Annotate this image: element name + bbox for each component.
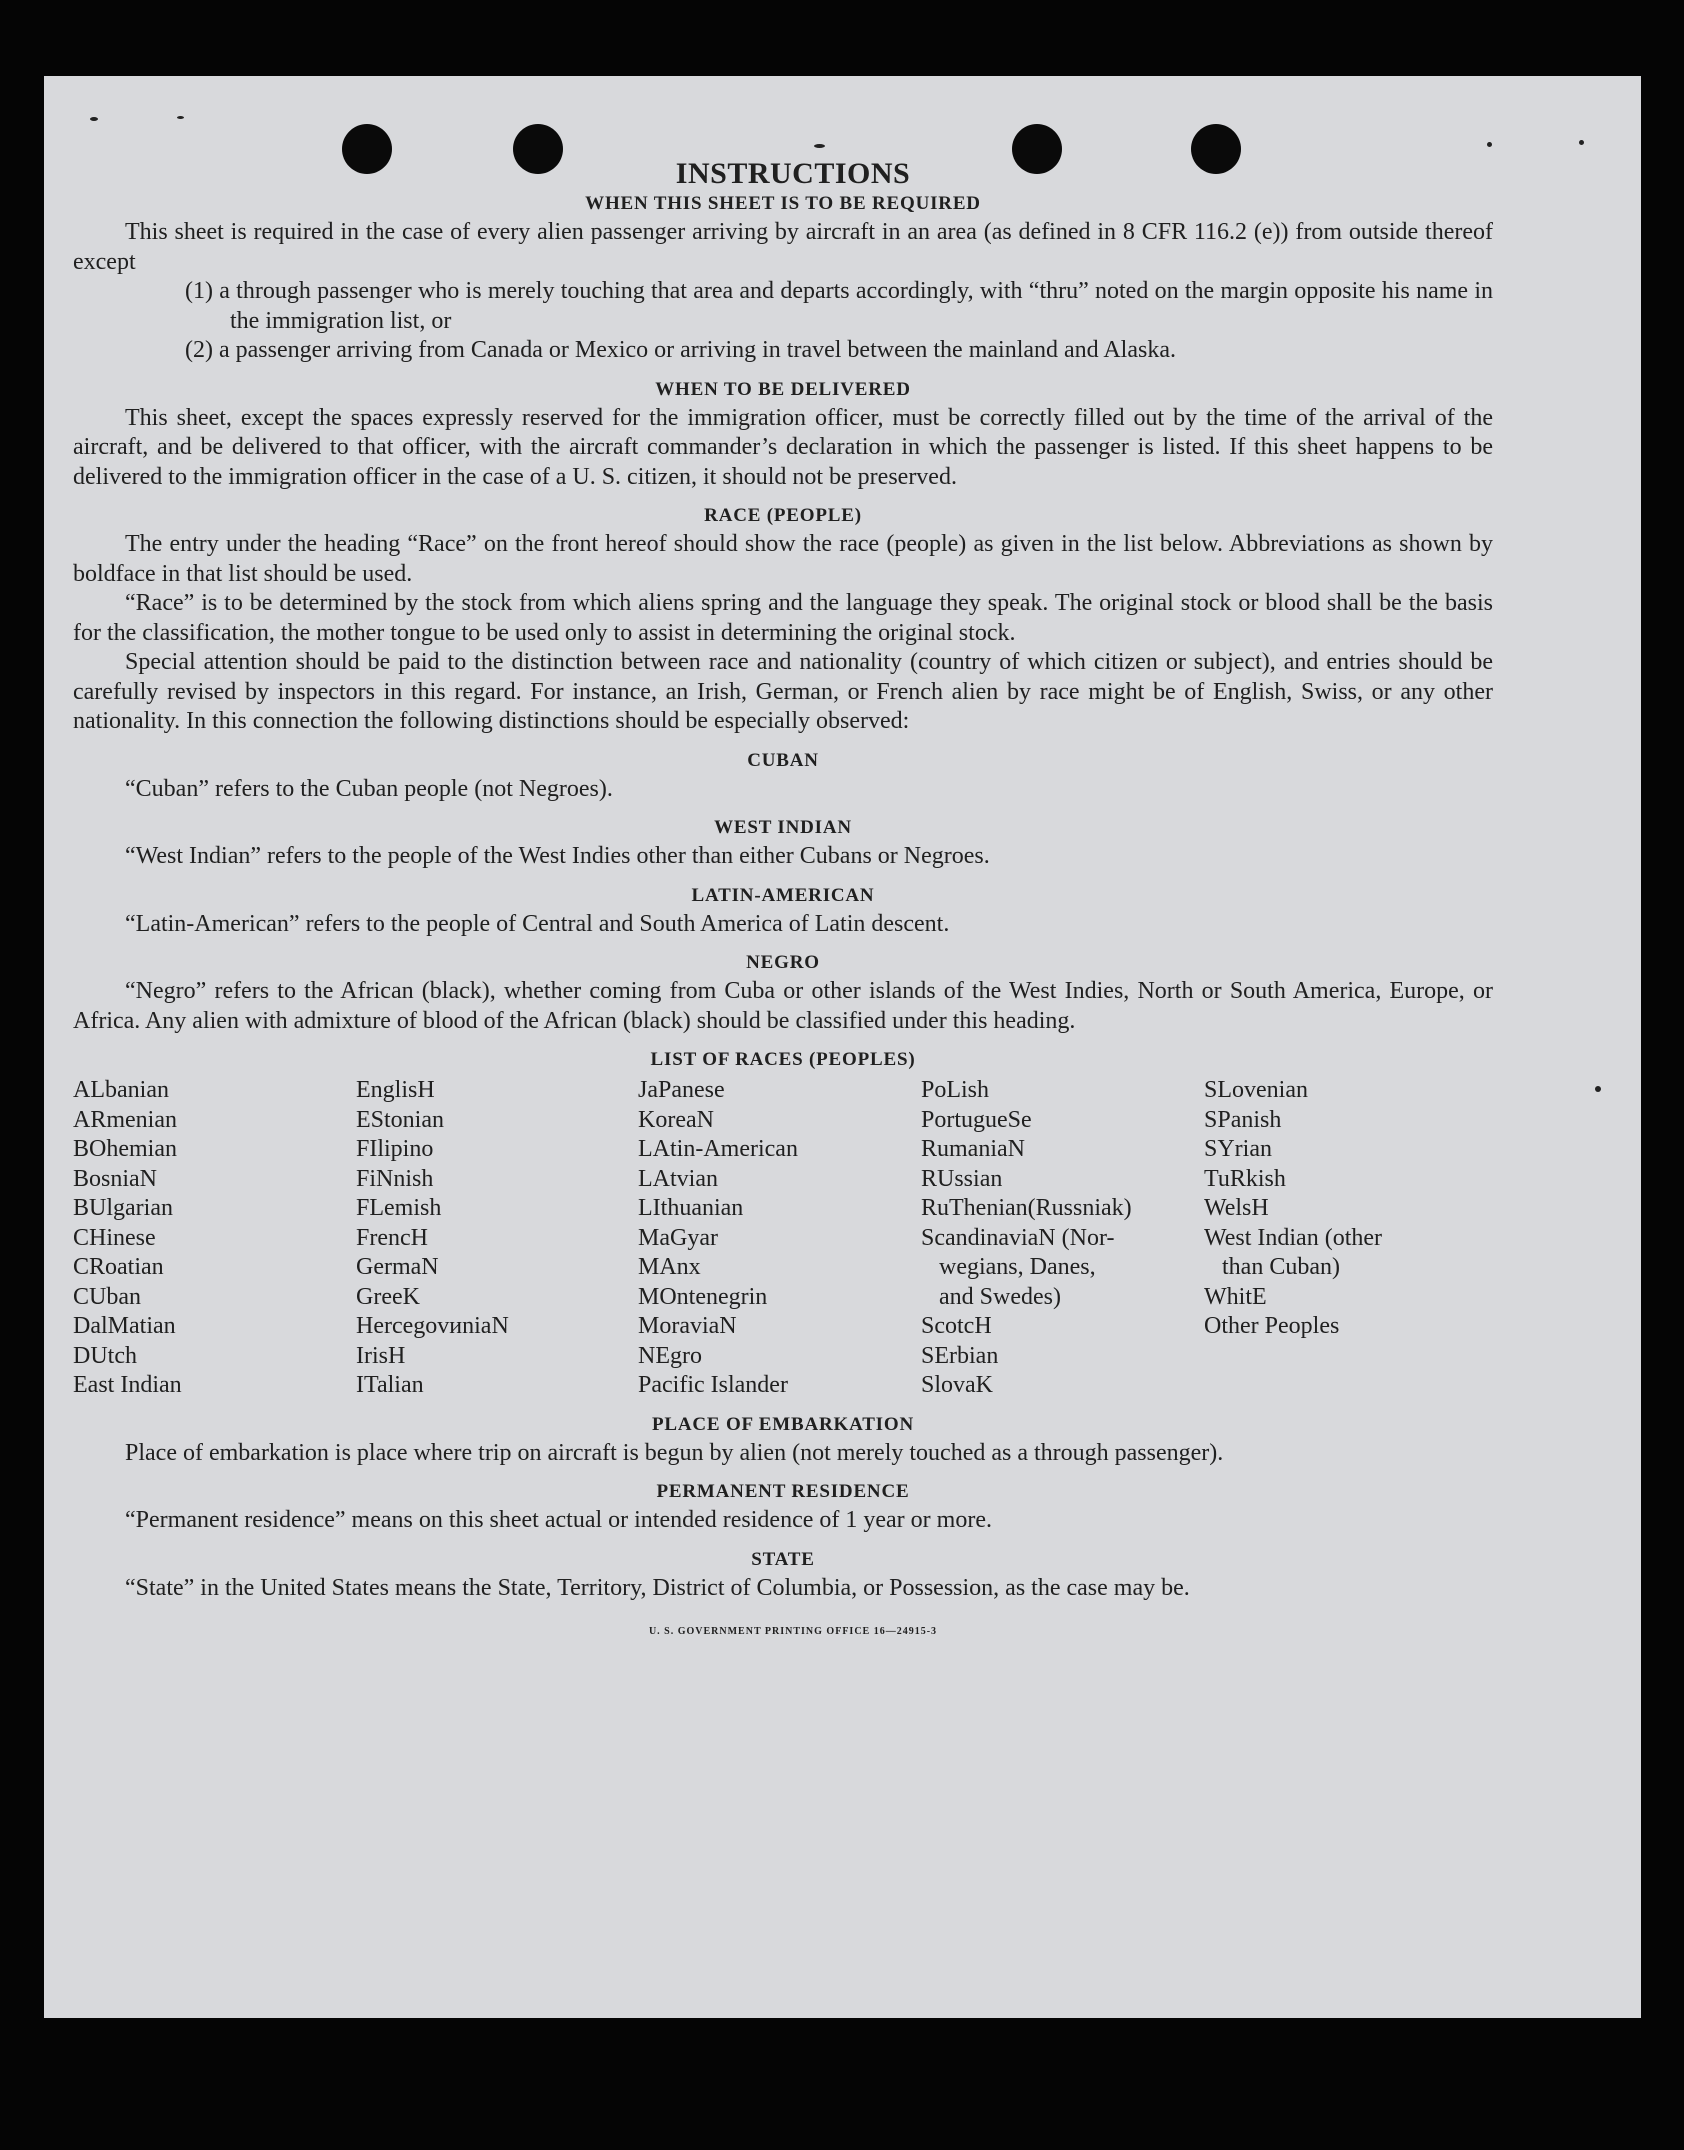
race-entry: MOntenegrin — [638, 1283, 768, 1310]
race-entry: LAtvian — [638, 1165, 718, 1192]
race-entry: wegians, Danes, — [921, 1254, 1096, 1280]
race-entry: FLemish — [356, 1195, 442, 1221]
race-entry: PortugueSe — [921, 1106, 1032, 1133]
speck — [177, 116, 184, 119]
section-heading: WHEN THIS SHEET IS TO BE REQUIRED — [585, 193, 981, 214]
race-entry: NEgro — [638, 1342, 702, 1369]
race-entry: MAnx — [638, 1254, 701, 1280]
race-entry: DalMatian — [73, 1313, 176, 1339]
section-heading: PERMANENT RESIDENCE — [656, 1481, 910, 1502]
race-entry: RumaniaN — [921, 1136, 1025, 1162]
race-entry: IrisH — [356, 1342, 406, 1369]
race-entry: LIthuanian — [638, 1195, 744, 1221]
race-entry: SPanish — [1204, 1106, 1282, 1133]
paragraph: “Permanent residence” means on this sheet actual or intended residence of 1 year or more. — [125, 1507, 992, 1533]
paragraph: “State” in the United States means the State, Territory, District of Columbia, or Possession, as the case may be. — [125, 1574, 1190, 1601]
race-entry: East Indian — [73, 1372, 182, 1398]
race-entry: KoreaN — [638, 1106, 714, 1133]
race-entry: Pacific Islander — [638, 1372, 788, 1398]
section-heading: CUBAN — [747, 749, 819, 771]
race-entry: FrencH — [356, 1224, 428, 1251]
race-entry: BUlgarian — [73, 1195, 173, 1221]
race-entry: West Indian (other — [1204, 1224, 1383, 1251]
list-item: (1) a through passenger who is merely touching that area and departs accordingly, with “thru” noted on the margin opposite his name in the immigration list, or — [185, 278, 1493, 334]
race-entry: GermaN — [356, 1254, 439, 1280]
race-entry: DUtch — [73, 1342, 137, 1369]
race-entry: LAtin-American — [638, 1136, 798, 1162]
paragraph: This sheet is required in the case of every alien passenger arriving by aircraft in an area (as defined in 8 CFR 116.2 (e)) from outside thereof except — [73, 219, 1493, 275]
race-entry: HercegovиniaN — [356, 1313, 509, 1339]
race-entry: ALbanian — [73, 1077, 169, 1103]
document-sheet — [44, 76, 1641, 2018]
paragraph: The entry under the heading “Race” on the front hereof should show the race (people) as given in the list below. Abbreviations as shown by boldface in that list should be used. — [73, 531, 1493, 587]
race-entry: CRoatian — [73, 1254, 164, 1280]
race-entry: ITalian — [356, 1372, 424, 1398]
page-title: INSTRUCTIONS — [675, 157, 911, 190]
races-list — [73, 1076, 1493, 1401]
race-entry: MoraviaN — [638, 1313, 737, 1339]
race-entry: JaPanese — [638, 1077, 725, 1103]
race-entry: MaGyar — [638, 1224, 718, 1251]
paragraph: “West Indian” refers to the people of the West Indies other than either Cubans or Negroes. — [125, 843, 990, 869]
race-entry: and Swedes) — [921, 1283, 1061, 1310]
paragraph: “Race” is to be determined by the stock from which aliens spring and the language they speak. The original stock or blood shall be the basis for the classification, the mother tongue to be used only to assist in determining the original stock. — [73, 590, 1493, 646]
races-column — [1204, 1076, 1493, 1401]
race-entry: ScandinaviaN (Nor- — [921, 1224, 1115, 1251]
paragraph: Special attention should be paid to the distinction between race and nationality (country of which citizen or subject), and entries should be carefully revised by inspectors in this regard. For instance, an Irish, German, or French alien by race might be of English, Swiss, or any other nationality. In this connection the following distinctions should be especially observed: — [73, 649, 1493, 734]
race-entry: WelsH — [1204, 1195, 1269, 1221]
race-entry: ScotcH — [921, 1313, 992, 1339]
race-entry: GreeK — [356, 1283, 420, 1310]
section-heading: LATIN-AMERICAN — [691, 884, 875, 906]
speck — [90, 117, 98, 121]
section-heading: NEGRO — [746, 952, 820, 973]
race-entry: SLovenian — [1204, 1077, 1308, 1103]
race-entry: SErbian — [921, 1342, 999, 1369]
race-entry: than Cuban) — [1204, 1254, 1340, 1280]
race-entry: ARmenian — [73, 1106, 177, 1133]
paragraph: Place of embarkation is place where trip on aircraft is begun by alien (not merely touched as a through passenger). — [125, 1439, 1224, 1466]
race-entry: WhitE — [1204, 1283, 1267, 1310]
section-heading: WHEN TO BE DELIVERED — [655, 378, 911, 400]
paragraph: This sheet, except the spaces expressly reserved for the immigration officer, must be correctly filled out by the time of the arrival of the aircraft, and be delivered to that officer, with the aircraft commander’s declaration in which the passenger is listed. If this sheet happens to be delivered to the immigration officer in the case of a U. S. citizen, it should not be preserved. — [73, 404, 1493, 490]
paragraph: “Negro” refers to the African (black), whether coming from Cuba or other islands of the West Indies, North or South America, Europe, or Africa. Any alien with admixture of blood of the African (black) should be classified under this heading. — [73, 978, 1493, 1034]
races-column — [921, 1076, 1204, 1401]
paragraph: “Latin-American” refers to the people of Central and South America of Latin descent. — [125, 910, 950, 937]
race-entry: SlovaK — [921, 1372, 993, 1398]
race-entry: CUban — [73, 1283, 141, 1310]
race-entry: EnglisH — [356, 1077, 435, 1103]
speck — [1487, 142, 1492, 147]
race-entry: RUssian — [921, 1165, 1003, 1192]
races-column — [638, 1076, 921, 1401]
race-entry: EStonian — [356, 1106, 444, 1133]
section-heading: STATE — [751, 1548, 815, 1570]
race-entry: Other Peoples — [1204, 1313, 1340, 1339]
race-entry: TuRkish — [1204, 1165, 1286, 1192]
race-entry: SYrian — [1204, 1136, 1272, 1162]
list-item: (2) a passenger arriving from Canada or Mexico or arriving in travel between the mainland and Alaska. — [185, 337, 1176, 363]
races-column — [73, 1076, 356, 1401]
speck — [1579, 140, 1584, 145]
section-heading: WEST INDIAN — [714, 817, 852, 838]
printer-footer: U. S. GOVERNMENT PRINTING OFFICE 16—24915-3 — [648, 1626, 938, 1637]
races-column — [356, 1076, 638, 1401]
paragraph: “Cuban” refers to the Cuban people (not Negroes). — [125, 775, 613, 802]
race-entry: PoLish — [921, 1077, 990, 1103]
race-entry: BosniaN — [73, 1165, 157, 1192]
races-heading: LIST OF RACES (PEOPLES) — [650, 1049, 916, 1070]
section-heading: RACE (PEOPLE) — [704, 505, 862, 526]
race-entry: FIlipino — [356, 1136, 434, 1162]
document-content — [73, 158, 1493, 1647]
race-entry: FiNnish — [356, 1165, 434, 1192]
speck — [1595, 1086, 1601, 1092]
race-entry: CHinese — [73, 1224, 156, 1251]
race-entry: RuThenian(Russniak) — [921, 1195, 1132, 1221]
speck — [814, 144, 825, 148]
section-heading: PLACE OF EMBARKATION — [652, 1413, 914, 1435]
race-entry: BOhemian — [73, 1136, 177, 1162]
